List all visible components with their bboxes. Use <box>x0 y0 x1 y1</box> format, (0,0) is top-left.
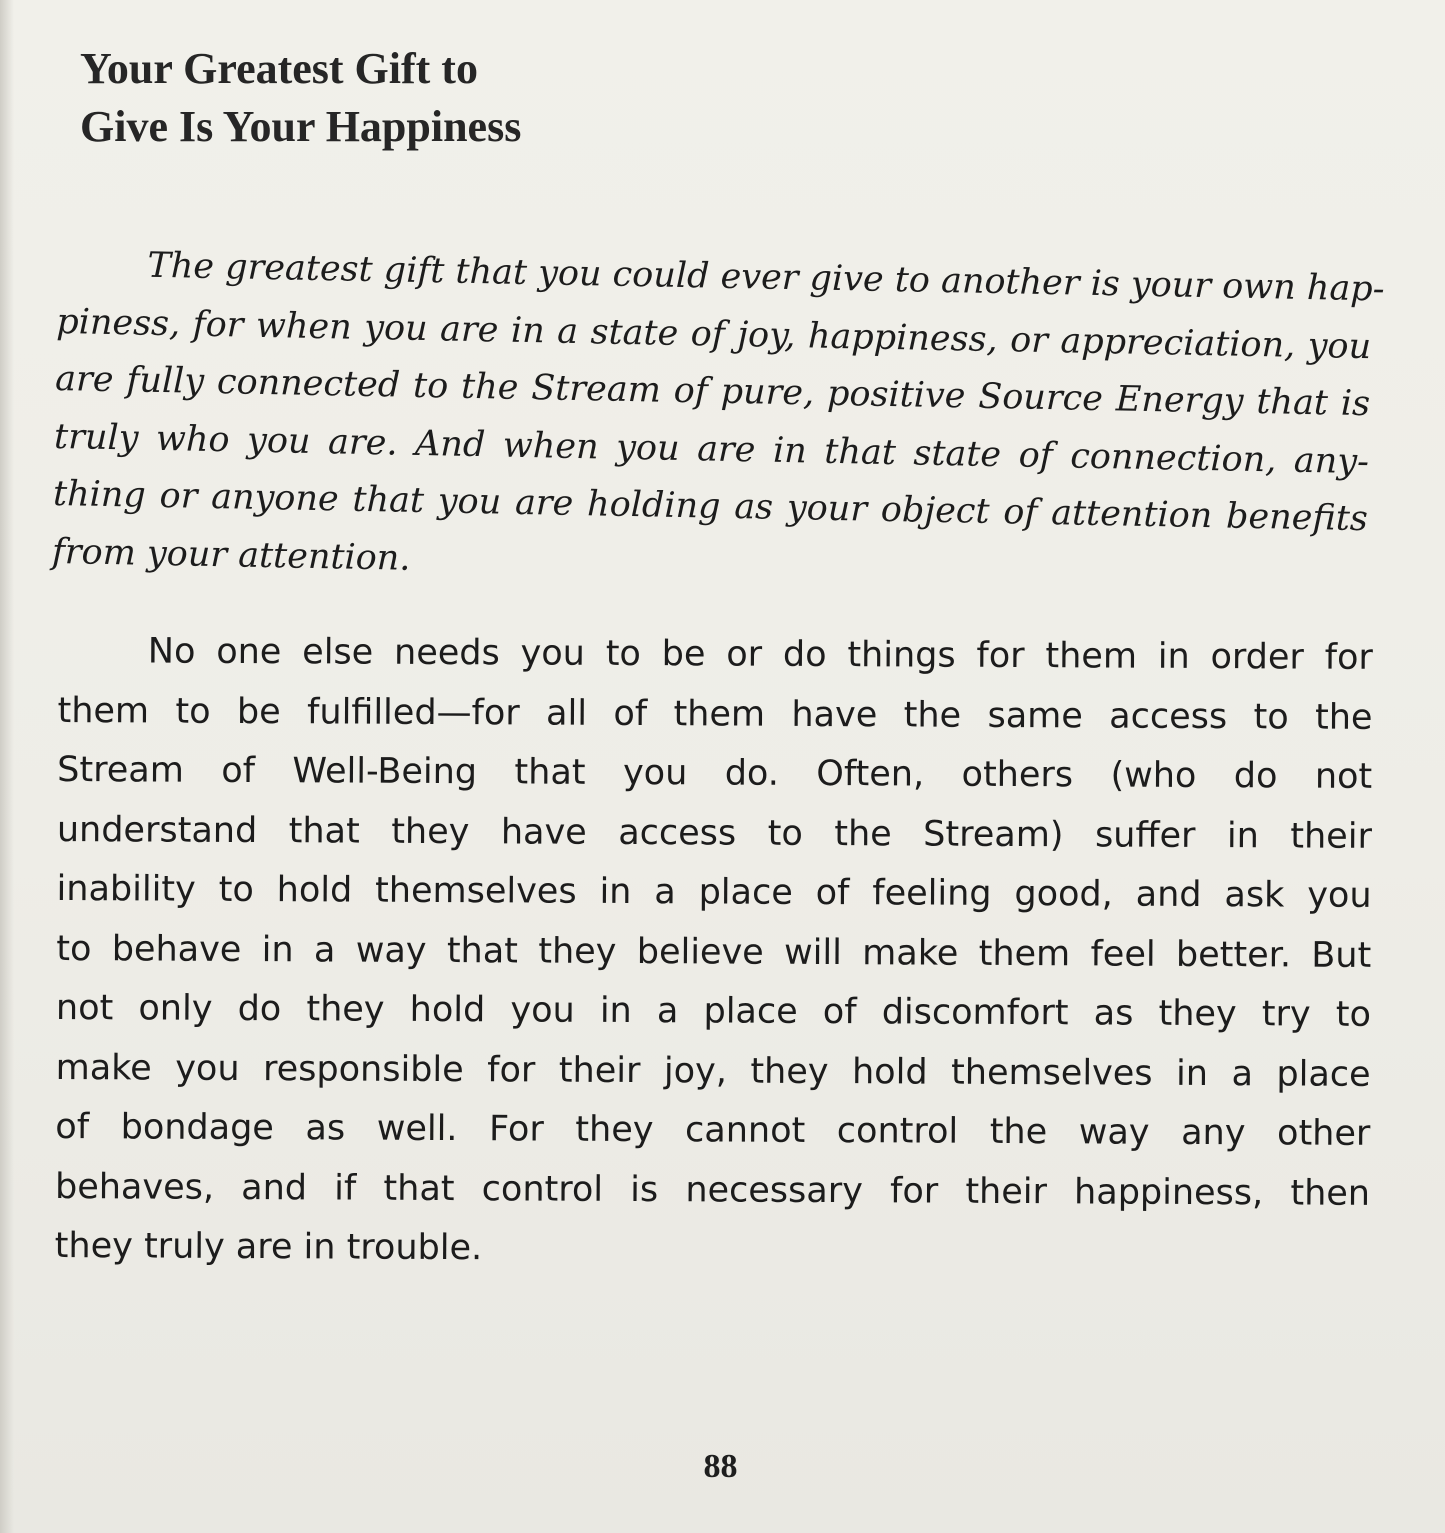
body-paragraph <box>55 622 1373 1283</box>
quote-line: are fully connected to the Stream of pure, positive Source Energy that is <box>54 358 1371 425</box>
body-line: not only do they hold you in a place of discomfort as they try to <box>55 987 1372 1035</box>
quote-line: truly who you are. And when you are in that state of connection, any- <box>53 416 1370 482</box>
page-number: 88 <box>703 1448 738 1485</box>
body-line: inability to hold themselves in a place of feeling good, and ask you <box>56 868 1372 916</box>
title-line: Give Is Your Happiness <box>80 102 522 151</box>
body-line: behaves, and if that control is necessary for their happiness, then <box>54 1166 1371 1214</box>
quote-line: piness, for when you are in a state of joy, happiness, or appreciation, you <box>55 301 1372 367</box>
page-edge-shadow <box>0 0 14 1533</box>
body-line: them to be fulfilled—for all of them have the same access to the <box>57 690 1373 738</box>
body-line: make you responsible for their joy, they hold themselves in a place <box>55 1047 1371 1095</box>
body-line: to behave in a way that they believe will make them feel better. But <box>56 928 1372 976</box>
italic-quote-paragraph <box>51 236 1385 606</box>
title-line: Your Greatest Gift to <box>80 44 478 93</box>
body-line: they truly are in trouble. <box>54 1225 483 1269</box>
book-page <box>51 40 1385 1510</box>
body-line: Stream of Well-Being that you do. Often, others (who do not <box>57 749 1373 797</box>
body-line: No one else needs you to be or do things for them in order for <box>147 631 1373 678</box>
body-line: understand that they have access to the Stream) suffer in their <box>56 809 1373 857</box>
body-line: of bondage as well. For they cannot control the way any other <box>55 1106 1371 1154</box>
quote-line: from your attention. <box>51 531 411 579</box>
quote-line: thing or anyone that you are holding as your object of attention benefits <box>52 473 1369 540</box>
quote-line: The greatest gift that you could ever give to another is your own hap- <box>147 245 1385 310</box>
chapter-title <box>80 40 1383 156</box>
